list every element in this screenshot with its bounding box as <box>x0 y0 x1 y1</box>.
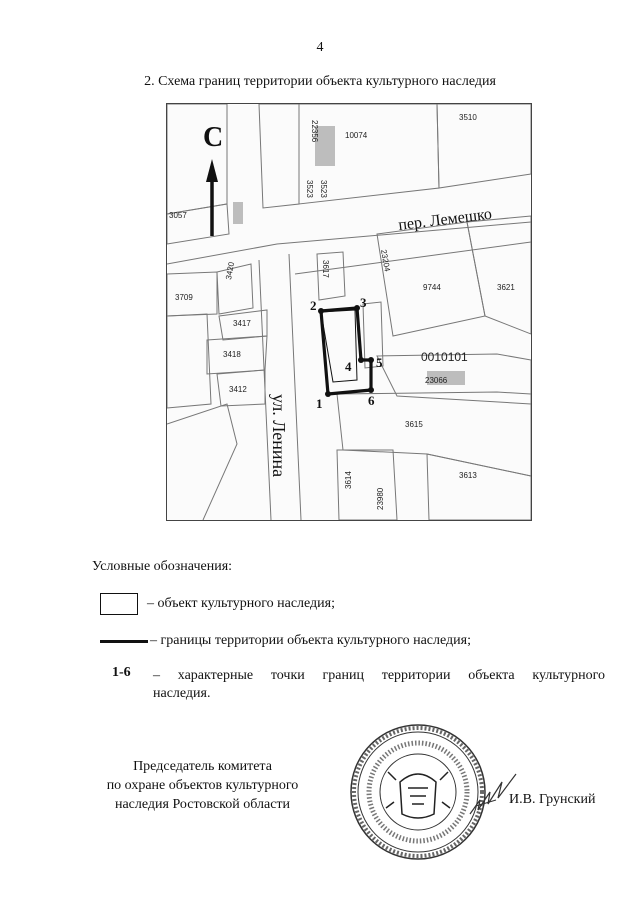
point-label-1: 1 <box>316 396 323 411</box>
point-label-2: 2 <box>310 298 317 313</box>
site-plan-svg <box>167 104 531 520</box>
point-label-6: 6 <box>368 393 375 408</box>
legend-boundary-text: – границы территории объекта культурного наследия; <box>150 633 471 648</box>
street-label-lane: пер. Лемешко <box>397 205 493 234</box>
map-block <box>167 314 211 408</box>
parcel-label: 3614 <box>344 471 353 489</box>
parcel-label: 3412 <box>229 385 247 394</box>
legend-object-symbol <box>100 593 138 615</box>
point-label-3: 3 <box>360 295 367 310</box>
map-block <box>337 392 531 476</box>
parcel-label: 23980 <box>376 487 385 510</box>
point-label-5: 5 <box>376 355 383 370</box>
parcel-label: 10074 <box>345 131 368 140</box>
signer-title-line: наследия Ростовской области <box>114 797 291 812</box>
map-block <box>467 216 531 334</box>
signer-name: И.В. Грунский <box>509 792 596 807</box>
site-plan-map <box>166 103 532 521</box>
parcel-label: 3709 <box>175 293 193 302</box>
legend-heading: Условные обозначения: <box>92 559 233 574</box>
parcel-label: 3417 <box>233 319 251 328</box>
signer-title <box>70 757 335 814</box>
parcel-label: 3523 <box>319 180 328 198</box>
boundary-point-4 <box>358 357 364 363</box>
parcel-label: 23066 <box>425 376 448 385</box>
map-fill <box>233 202 243 224</box>
north-arrow <box>206 159 218 236</box>
parcel-label: 3523 <box>305 180 314 198</box>
map-block <box>167 104 227 214</box>
map-block <box>259 104 299 208</box>
map-block <box>437 104 531 188</box>
legend-object-text: – объект культурного наследия; <box>147 596 335 611</box>
map-block <box>427 454 531 520</box>
signer-title-line: Председатель комитета <box>133 759 272 774</box>
parcel-label: 3057 <box>169 211 187 220</box>
north-label: С <box>203 122 224 153</box>
parcel-label: 22356 <box>310 120 319 143</box>
street-label-main: ул. Ленина <box>269 394 289 478</box>
street-edge <box>289 254 301 520</box>
parcel-label: 3613 <box>459 471 477 480</box>
point-label-4: 4 <box>345 359 352 374</box>
legend-points-text-cont: наследия. <box>153 686 211 701</box>
legend-points-text: – характерные точки границ территории объекта культурного <box>153 668 605 683</box>
parcel-label: 3420 <box>224 261 237 281</box>
map-block <box>377 222 485 336</box>
lane-edge <box>167 222 531 264</box>
parcel-label: 3418 <box>223 350 241 359</box>
boundary-point-1 <box>325 391 331 397</box>
parcel-label: 3617 <box>321 260 330 278</box>
legend-points-key: 1-6 <box>112 665 131 680</box>
boundary-point-2 <box>318 308 324 314</box>
page-number: 4 <box>316 40 324 55</box>
legend-boundary-symbol <box>100 640 148 643</box>
section-title: 2. Схема границ территории объекта культурного наследия <box>144 74 496 89</box>
parcel-label: 3615 <box>405 420 423 429</box>
boundary-point-5 <box>368 357 374 363</box>
parcel-label: 23204 <box>379 248 392 273</box>
parcel-label: 9744 <box>423 283 441 292</box>
map-block <box>217 264 253 314</box>
map-block <box>167 204 229 244</box>
street-edge <box>259 260 271 520</box>
signer-title-line: по охране объектов культурного <box>106 778 299 793</box>
parcel-label: 3621 <box>497 283 515 292</box>
map-block <box>167 404 237 520</box>
parcel-label: 3510 <box>459 113 477 122</box>
parcel-label-block: 0010101 <box>421 350 468 364</box>
